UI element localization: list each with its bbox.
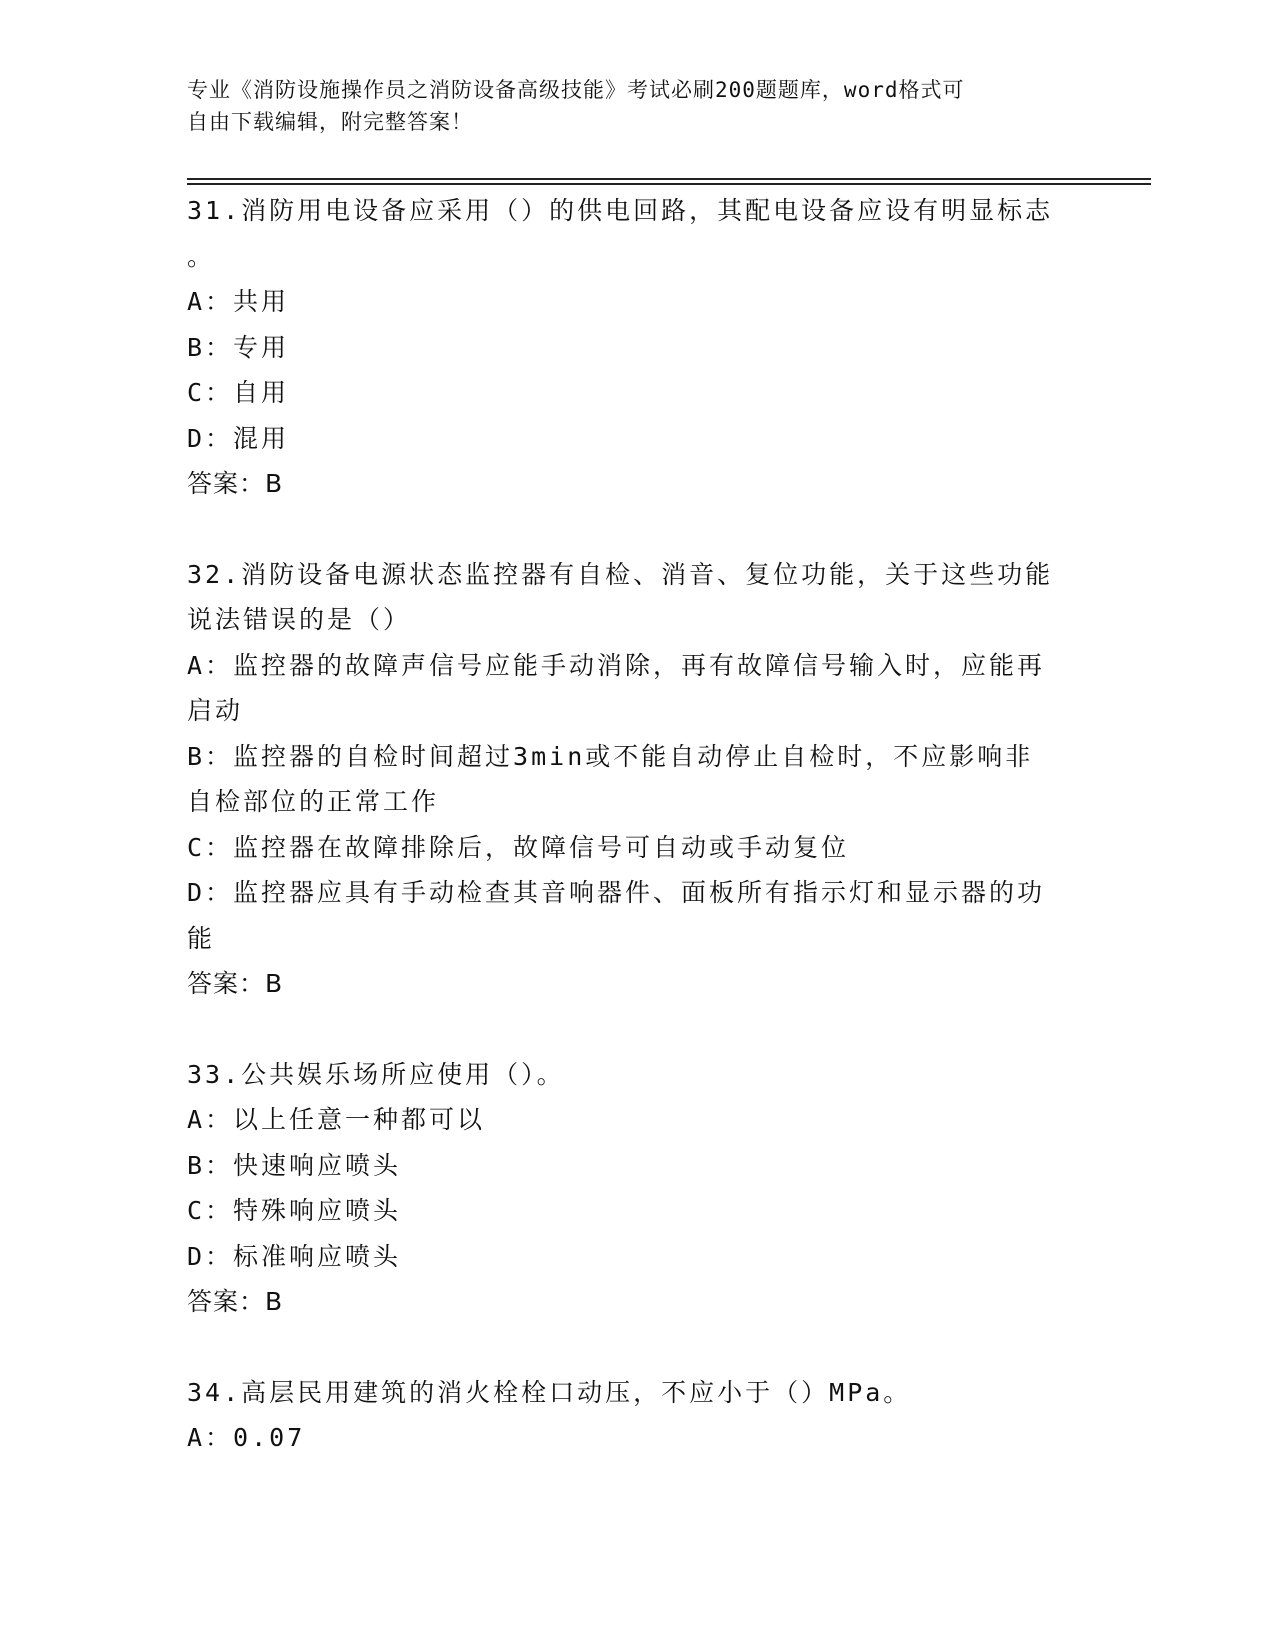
document-header — [187, 74, 1087, 138]
question-text: 32.消防设备电源状态监控器有自检、消音、复位功能，关于这些功能 — [187, 559, 1054, 589]
question-text: 。 — [187, 241, 216, 271]
answer: 答案：B — [187, 469, 284, 498]
option-a: A：监控器的故障声信号应能手动消除，再有故障信号输入时，应能再 — [187, 650, 1046, 680]
header-divider-bottom — [187, 183, 1151, 185]
question-34 — [187, 1370, 1087, 1461]
option-d: D：混用 — [187, 423, 290, 453]
option-b: B：快速响应喷头 — [187, 1150, 402, 1180]
option-c: C：自用 — [187, 378, 290, 407]
option-c: C：监控器在故障排除后，故障信号可自动或手动复位 — [187, 832, 850, 862]
option-a: A：0.07 — [187, 1423, 306, 1452]
option-a: A：共用 — [187, 287, 290, 316]
question-text: 34.高层民用建筑的消火栓栓口动压，不应小于（）MPa。 — [187, 1377, 912, 1407]
option-c: C：特殊响应喷头 — [187, 1196, 402, 1225]
option-b: B：监控器的自检时间超过3min或不能自动停止自检时，不应影响非 — [187, 741, 1034, 771]
option-d: D：标准响应喷头 — [187, 1241, 402, 1271]
option-b: B：专用 — [187, 332, 290, 362]
question-31 — [187, 188, 1087, 507]
option-d-cont: 能 — [187, 923, 216, 953]
answer: 答案：B — [187, 1287, 284, 1316]
question-text: 说法错误的是（） — [187, 605, 412, 634]
question-text: 31.消防用电设备应采用（）的供电回路，其配电设备应设有明显标志 — [187, 196, 1054, 225]
option-b-cont: 自检部位的正常工作 — [187, 787, 440, 816]
answer: 答案：B — [187, 969, 284, 998]
option-a: A：以上任意一种都可以 — [187, 1105, 486, 1134]
question-text: 33.公共娱乐场所应使用（）。 — [187, 1059, 565, 1089]
question-33 — [187, 1052, 1087, 1325]
question-list — [187, 188, 1087, 1461]
header-divider-top — [187, 178, 1151, 180]
option-d: D：监控器应具有手动检查其音响器件、面板所有指示灯和显示器的功 — [187, 878, 1046, 907]
header-line-1: 专业《消防设施操作员之消防设备高级技能》考试必刷200题题库，word格式可 — [187, 78, 965, 102]
question-32 — [187, 552, 1087, 1007]
header-line-2: 自由下载编辑，附完整答案！ — [187, 110, 473, 134]
option-a-cont: 启动 — [187, 696, 244, 725]
